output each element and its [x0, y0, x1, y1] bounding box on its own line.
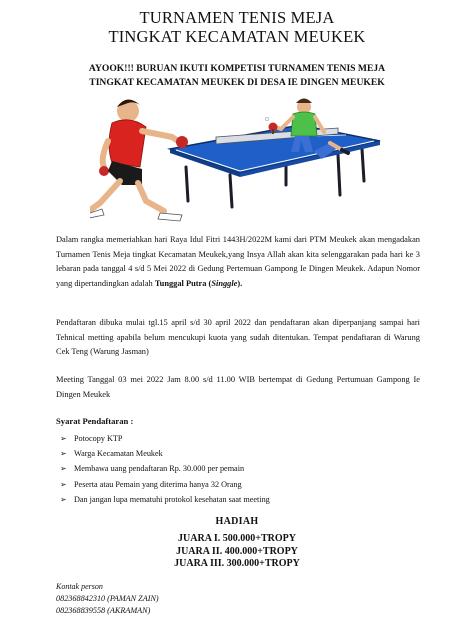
contact-label: Kontak person — [56, 582, 103, 591]
arrowhead-bullet-icon: ➢ — [60, 464, 67, 474]
contact-block — [56, 581, 159, 617]
paren-open: ( — [206, 278, 212, 288]
list-item: ➢ Warga Kecamatan Meukek — [60, 449, 163, 459]
arrowhead-bullet-icon: ➢ — [60, 449, 67, 459]
paren-close: ). — [237, 278, 243, 288]
contact-phone-1: 082368842310 (PAMAN ZAIN) — [56, 594, 159, 603]
prize-first: JUARA I. 500.000+TROPY — [178, 533, 296, 544]
requirements-list — [60, 431, 420, 507]
ball — [265, 117, 269, 121]
page-title-line2: TINGKAT KECAMATAN MEUKEK — [108, 27, 366, 46]
requirements-title: Syarat Pendaftaran : — [56, 416, 134, 426]
paragraph-meeting: Meeting Tanggal 03 mei 2022 Jam 8.00 s/d 11.00 WIB bertempat di Gedung Pertumuan Gampong Ie Dingen Meukek — [56, 375, 420, 399]
table-tennis-illustration — [90, 97, 390, 229]
intro-text: Dalam rangka memeriahkan hari Raya Idul Fitri 1443H/2022M kami dari PTM Meukek akan mengadakan Turnamen Tenis Meja tingkat Kecamatan Meukek,yang Insya Allah akan kita selenggarakan pada hari ke 3 lebaran pada tanggal 4 s/d 5 Mei 2022 di Gedung Pertemuan Gampong Ie Dingen Meukek. Adapun Nomor yang dipertandingkan adalah — [56, 235, 420, 288]
arrowhead-bullet-icon: ➢ — [60, 434, 67, 444]
contact-phone-2: 082368839558 (AKRAMAN) — [56, 606, 151, 615]
player-red — [90, 99, 188, 221]
event-category-italic: Singgle — [211, 278, 238, 288]
arrowhead-bullet-icon: ➢ — [60, 479, 67, 489]
paragraph-intro — [56, 233, 420, 291]
prize-third: JUARA III. 300.000+TROPY — [174, 558, 300, 569]
prizes-title: HADIAH — [215, 516, 259, 527]
subtitle-line1: AYOOK!!! BURUAN IKUTI KOMPETISI TURNAMEN TENIS MEJA — [88, 63, 386, 74]
list-item: ➢ Potocopy KTP — [60, 434, 123, 444]
list-item: ➢ Membawa uang pendaftaran Rp. 30.000 per pemain — [60, 464, 245, 474]
subtitle-line2: TINGKAT KECAMATAN MEUKEK DI DESA IE DINGEN MEUKEK — [89, 77, 385, 88]
prize-second: JUARA II. 400.000+TROPY — [176, 545, 298, 557]
paragraph-registration: Pendaftaran dibuka mulai tgl.15 april s/d 30 april 2022 dan pendaftaran akan diperpanjang sampai hari Tehnical metting apabila belum mencukupi kuota yang sudah ditentukan. Tempat pendaftaran di Warung Cek Teng (Warung Jasman) — [56, 318, 420, 357]
arrowhead-bullet-icon: ➢ — [60, 494, 67, 504]
page-title-line1: TURNAMEN TENIS MEJA — [139, 8, 335, 27]
prizes-list — [0, 533, 474, 571]
list-item: ➢ Peserta atau Pemain yang diterima hanya 32 Orang — [60, 479, 242, 489]
list-item: ➢ Dan jangan lupa mematuhi protokol kesehatan saat meeting — [60, 494, 270, 504]
event-category: Tunggal Putra — [154, 278, 207, 288]
